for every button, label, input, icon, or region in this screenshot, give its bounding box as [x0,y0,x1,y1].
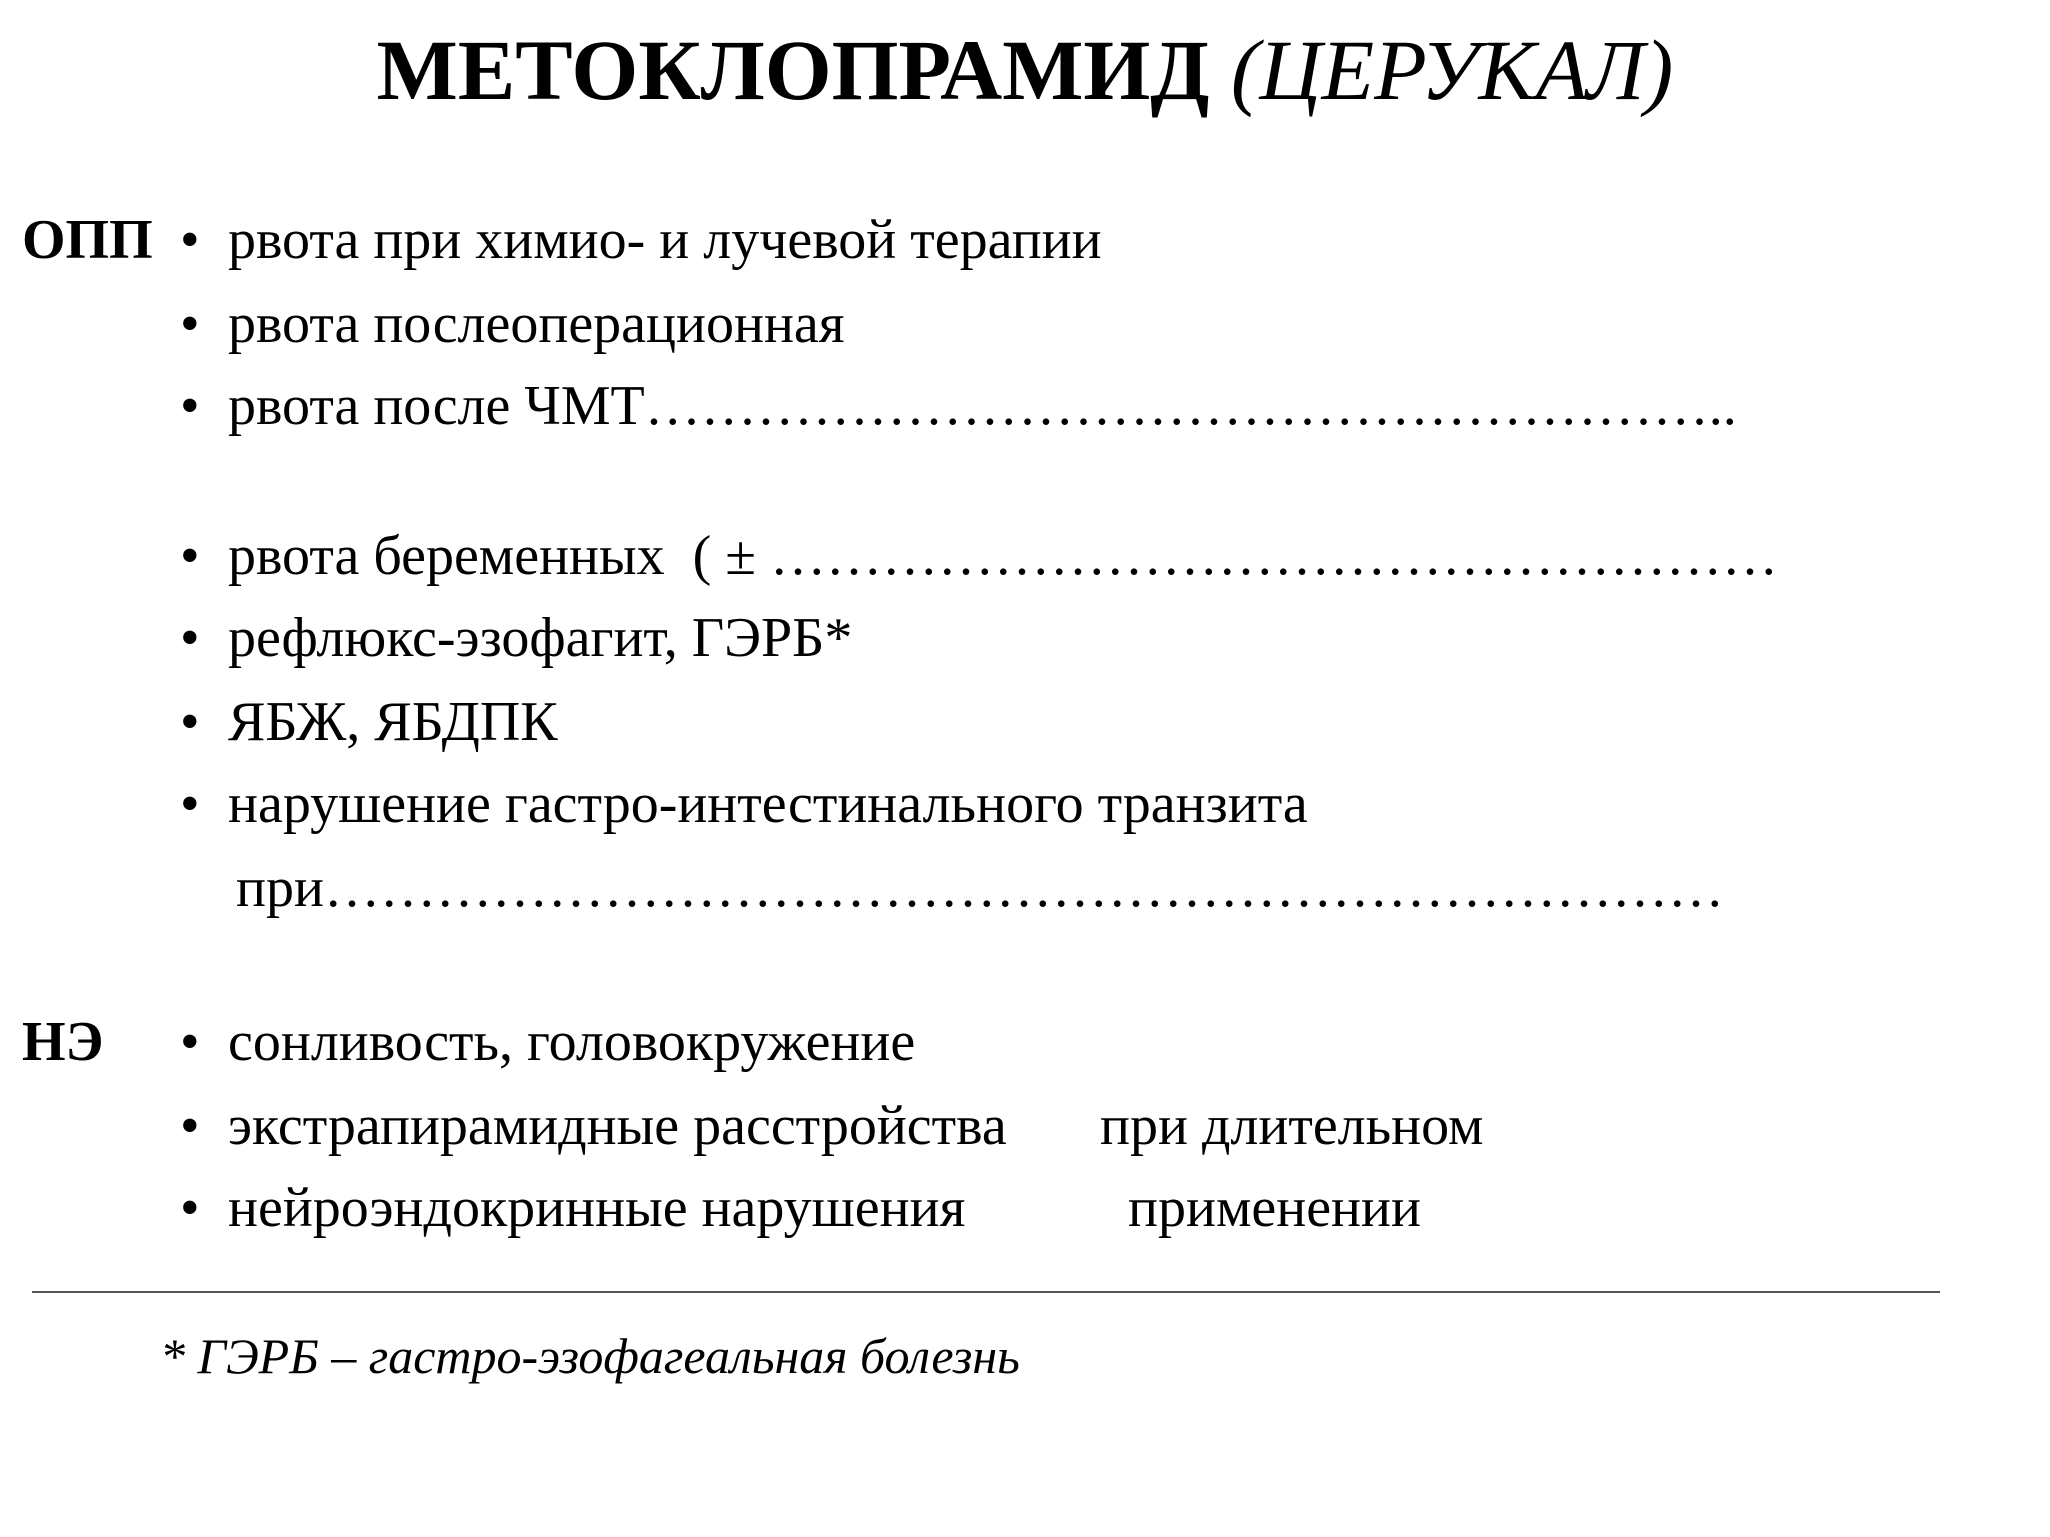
indication-item: рвота при химио- и лучевой терапии [228,209,1102,271]
bullet: • [180,607,200,669]
bullet: • [180,293,200,355]
side-effects-label: НЭ [22,1011,104,1073]
side-effect-item: нейроэндокринные нарушения [228,1177,966,1239]
page-title [0,20,2050,120]
indication-item: рефлюкс-эзофагит, ГЭРБ* [228,607,853,669]
drug-trade-name: (ЦЕРУКАЛ) [1230,22,1674,118]
bullet: • [180,1011,200,1073]
bullet: • [180,209,200,271]
footnote: * ГЭРБ – гастро-эзофагеальная болезнь [160,1328,1020,1384]
bullet: • [180,1095,200,1157]
drug-name: МЕТОКЛОПРАМИД [376,22,1210,118]
indications-label: ОПП [22,209,153,271]
bullet: • [180,1177,200,1239]
indication-item: ЯБЖ, ЯБДПК [228,691,558,753]
bullet: • [180,525,200,587]
indication-item: нарушение гастро-интестинального транзита [228,773,1308,835]
side-effect-note: при длительном [1100,1095,1484,1157]
indication-item: рвота послеоперационная [228,293,845,355]
indication-continuation: при………………………………………………………………… [236,857,1724,919]
side-effect-item: экстрапирамидные расстройства [228,1095,1007,1157]
side-effect-note: применении [1128,1177,1421,1239]
divider [32,1291,1940,1293]
bullet: • [180,773,200,835]
indication-item: рвота беременных ( ± ……………………………………………… [228,525,1779,587]
bullet: • [180,375,200,437]
side-effect-item: сонливость, головокружение [228,1011,916,1073]
indication-item: рвота после ЧМТ………………………………………………….. [228,375,1737,437]
bullet: • [180,691,200,753]
